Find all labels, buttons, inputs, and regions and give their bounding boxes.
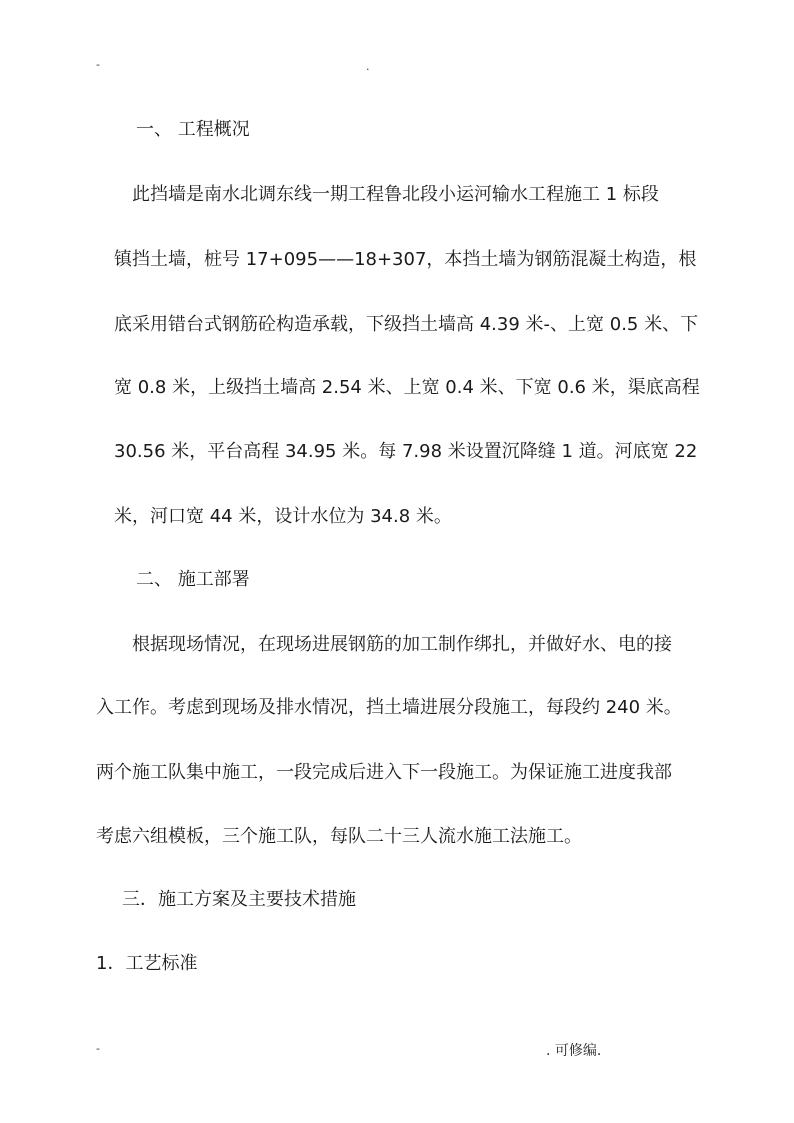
header-left-mark: - [96, 58, 100, 71]
section1-line: 30.56 米，平台高程 34.95 米。每 7.98 米设置沉降缝 1 道。河底宽 22 [114, 441, 698, 462]
subsection1-heading: 1．工艺标准 [96, 953, 198, 974]
section2-line: 考虑六组模板，三个施工队，每队二十三人流水施工法施工。 [96, 826, 582, 847]
header-right-mark: . [366, 60, 370, 73]
footer-left-mark: - [96, 1042, 100, 1055]
footer-editable-note: . 可修编. [546, 1043, 602, 1059]
section1-line: 米，河口宽 44 米，设计水位为 34.8 米。 [114, 506, 452, 527]
section1-line: 此挡墙是南水北调东线一期工程鲁北段小运河输水工程施工 1 标段 [132, 184, 659, 205]
section1-line: 宽 0.8 米，上级挡土墙高 2.54 米、上宽 0.4 米、下宽 0.6 米，渠底高程 [114, 377, 700, 398]
section1-line: 镇挡土墙，桩号 17+095——18+307，本挡土墙为钢筋混凝土构造，根 [114, 249, 697, 270]
section1-line: 底采用错台式钢筋砼构造承载，下级挡土墙高 4.39 米-、上宽 0.5 米、下 [114, 314, 699, 335]
section2-heading: 二、 施工部署 [136, 569, 250, 590]
section1-heading: 一、 工程概况 [136, 119, 250, 140]
section2-line: 根据现场情况，在现场进展钢筋的加工制作绑扎，并做好水、电的接 [132, 634, 672, 655]
section3-heading: 三．施工方案及主要技术措施 [122, 889, 356, 910]
section2-line: 入工作。考虑到现场及排水情况，挡土墙进展分段施工，每段约 240 米。 [96, 697, 682, 718]
section2-line: 两个施工队集中施工，一段完成后进入下一段施工。为保证施工进度我部 [96, 762, 672, 783]
